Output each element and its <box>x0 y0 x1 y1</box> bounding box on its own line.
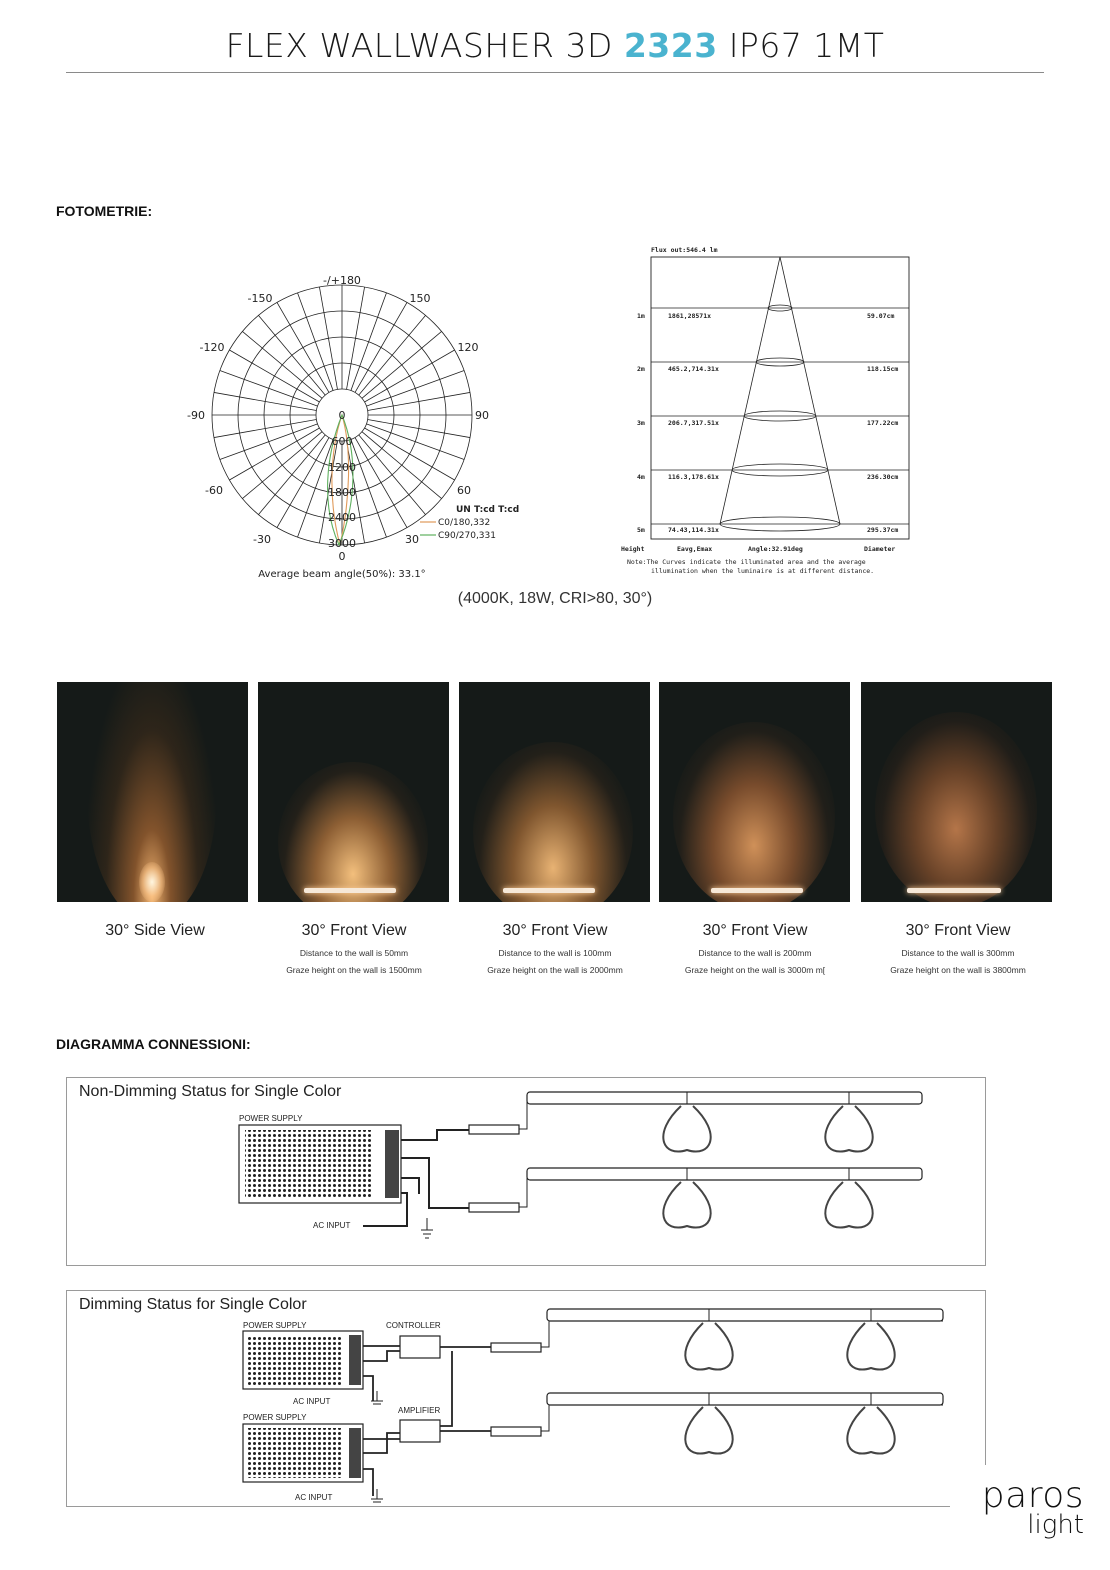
row-diameter: 59.07cm <box>867 312 895 320</box>
legend-c90: C90/270,331 <box>438 531 496 541</box>
controller-label: CONTROLLER <box>386 1321 441 1330</box>
polar-spoke <box>351 293 387 391</box>
angle-label-r: 90 <box>475 409 489 422</box>
polar-spoke <box>368 392 470 410</box>
radial-label-600: 600 <box>331 435 353 448</box>
connector-plug <box>469 1125 519 1134</box>
angle-label-top: -/+180 <box>323 274 361 287</box>
polar-spoke <box>351 439 387 537</box>
polar-spoke <box>366 424 464 460</box>
view-caption-4 <box>655 922 855 975</box>
col-angle: Angle:32.91deg <box>748 545 803 553</box>
non-dimming-wiring <box>67 1078 985 1265</box>
angle-label-br: 30 <box>405 533 419 546</box>
view-graze-height: Graze height on the wall is 1500mm <box>286 965 422 975</box>
angle-label-bottom: 0 <box>338 550 346 563</box>
cone-note-2: illumination when the luminaire is at different distance. <box>651 567 875 575</box>
photo-side-view <box>57 682 248 902</box>
ac-input-label: AC INPUT <box>313 1221 351 1230</box>
angle-label-ll: -60 <box>205 484 223 497</box>
title-text: FLEX WALLWASHER 3D <box>225 26 624 65</box>
polar-diagram <box>180 270 550 590</box>
power-supply-label-2: POWER SUPPLY <box>243 1413 307 1422</box>
polar-spoke <box>347 287 365 389</box>
led-strip-row-1 <box>491 1309 943 1370</box>
angle-label-tl: -150 <box>247 292 273 305</box>
photometry-heading: FOTOMETRIE: <box>56 203 153 219</box>
row-height: 5m <box>637 526 645 534</box>
row-diameter: 236.30cm <box>867 473 899 481</box>
view-caption-2 <box>254 922 454 975</box>
dimming-title: Dimming Status for Single Color <box>79 1296 307 1313</box>
non-dimming-panel <box>66 1077 986 1266</box>
radial-label-3000: 3000 <box>328 537 356 550</box>
row-diameter: 177.22cm <box>867 419 899 427</box>
row-diameter: 118.15cm <box>867 365 899 373</box>
view-distance: Distance to the wall is 200mm <box>698 948 812 958</box>
connector-plug <box>491 1427 541 1436</box>
row-eavg-emax: 74.43,114.31x <box>668 526 719 534</box>
brand-logo <box>981 1475 1084 1540</box>
photo-front-view-200mm <box>659 682 850 902</box>
amplifier-unit <box>400 1420 440 1442</box>
logo-line-2: light <box>1027 1510 1084 1540</box>
polar-spoke <box>220 371 318 407</box>
led-strip-row-1 <box>469 1092 922 1152</box>
dimming-wiring <box>67 1291 985 1506</box>
title-accent: 2323 <box>623 26 718 65</box>
legend-c0: C0/180,332 <box>438 518 491 528</box>
view-graze-height: Graze height on the wall is 3800mm <box>890 965 1026 975</box>
dimming-panel <box>66 1290 986 1507</box>
connector-plug <box>469 1203 519 1212</box>
controller-unit <box>400 1336 440 1358</box>
title-divider <box>66 72 1044 73</box>
photo-front-view-50mm <box>258 682 449 902</box>
view-caption-1 <box>55 922 255 940</box>
illuminance-cone-diagram <box>605 240 935 585</box>
led-strip <box>547 1393 943 1405</box>
view-graze-height: Graze height on the wall is 3000m m[ <box>684 965 826 975</box>
power-supply-terminals <box>385 1130 399 1198</box>
view-title: 30° Front View <box>702 922 808 939</box>
led-strip-row-2 <box>469 1168 922 1228</box>
view-title: 30° Front View <box>301 922 407 939</box>
view-distance: Distance to the wall is 100mm <box>498 948 612 958</box>
led-strip-row-2 <box>491 1393 943 1454</box>
row-height: 1m <box>637 312 645 320</box>
angle-label-lr: 60 <box>457 484 471 497</box>
radial-label-0: 0 <box>338 409 346 422</box>
view-title: 30° Side View <box>105 922 205 939</box>
angle-label-ur: 120 <box>457 341 479 354</box>
col-eavg: Eavg,Emax <box>677 545 713 553</box>
page-title <box>0 26 1110 65</box>
col-diameter: Diameter <box>864 545 896 553</box>
row-height: 3m <box>637 419 645 427</box>
angle-label-tr: 150 <box>409 292 431 305</box>
photo-front-view-100mm <box>459 682 650 902</box>
radial-label-1200: 1200 <box>328 461 356 474</box>
row-eavg-emax: 116.3,178.61x <box>668 473 719 481</box>
non-dimming-title: Non-Dimming Status for Single Color <box>79 1083 342 1100</box>
beam-angle-note: Average beam angle(50%): 33.1° <box>258 569 426 580</box>
polar-spoke <box>368 420 470 438</box>
cone-note-1: Note:The Curves indicate the illuminated area and the average <box>627 558 866 566</box>
ground-icon <box>421 1218 433 1238</box>
legend-title: UN T:cd T:cd <box>456 505 520 515</box>
ac-input-label-2: AC INPUT <box>295 1493 333 1502</box>
logo-line-1: paros <box>981 1475 1084 1516</box>
connections-heading: DIAGRAMMA CONNESSIONI: <box>56 1036 251 1052</box>
power-supply-label: POWER SUPPLY <box>239 1114 303 1123</box>
spec-caption: (4000K, 18W, CRI>80, 30°) <box>457 590 653 607</box>
cone-edge-right <box>780 257 840 524</box>
radial-label-2400: 2400 <box>328 511 356 524</box>
polar-spoke <box>214 392 316 410</box>
ac-input-label-1: AC INPUT <box>293 1397 331 1406</box>
view-caption-5 <box>858 922 1058 975</box>
row-eavg-emax: 465.2,714.31x <box>668 365 719 373</box>
polar-spoke <box>366 371 464 407</box>
cone-frame <box>651 257 909 539</box>
view-title: 30° Front View <box>905 922 1011 939</box>
row-eavg-emax: 1861,28571x <box>668 312 712 320</box>
view-distance: Distance to the wall is 50mm <box>299 948 409 958</box>
photo-front-view-300mm <box>861 682 1052 902</box>
polar-spoke <box>220 424 318 460</box>
polar-spoke <box>214 420 316 438</box>
polar-spoke <box>319 287 337 389</box>
view-title: 30° Front View <box>502 922 608 939</box>
led-strip <box>547 1309 943 1321</box>
view-graze-height: Graze height on the wall is 2000mm <box>487 965 623 975</box>
row-height: 4m <box>637 473 645 481</box>
view-caption-3 <box>455 922 655 975</box>
led-strip <box>527 1092 922 1104</box>
angle-label-bl: -30 <box>253 533 271 546</box>
power-supply-label-1: POWER SUPPLY <box>243 1321 307 1330</box>
radial-label-1800: 1800 <box>328 486 356 499</box>
polar-spoke <box>298 293 334 391</box>
connector-plug <box>491 1343 541 1352</box>
row-height: 2m <box>637 365 645 373</box>
led-strip <box>527 1168 922 1180</box>
angle-label-ul: -120 <box>199 341 225 354</box>
angle-label-l: -90 <box>187 409 205 422</box>
view-distance: Distance to the wall is 300mm <box>901 948 1015 958</box>
amplifier-label: AMPLIFIER <box>398 1406 441 1415</box>
title-suffix: IP67 1MT <box>717 26 885 65</box>
row-diameter: 295.37cm <box>867 526 899 534</box>
cone-edge-left <box>720 257 780 524</box>
cone-flux: Flux out:546.4 lm <box>651 246 718 254</box>
col-height: Height <box>621 545 645 553</box>
power-supply-vents <box>245 1130 373 1198</box>
row-eavg-emax: 206.7,317.51x <box>668 419 719 427</box>
